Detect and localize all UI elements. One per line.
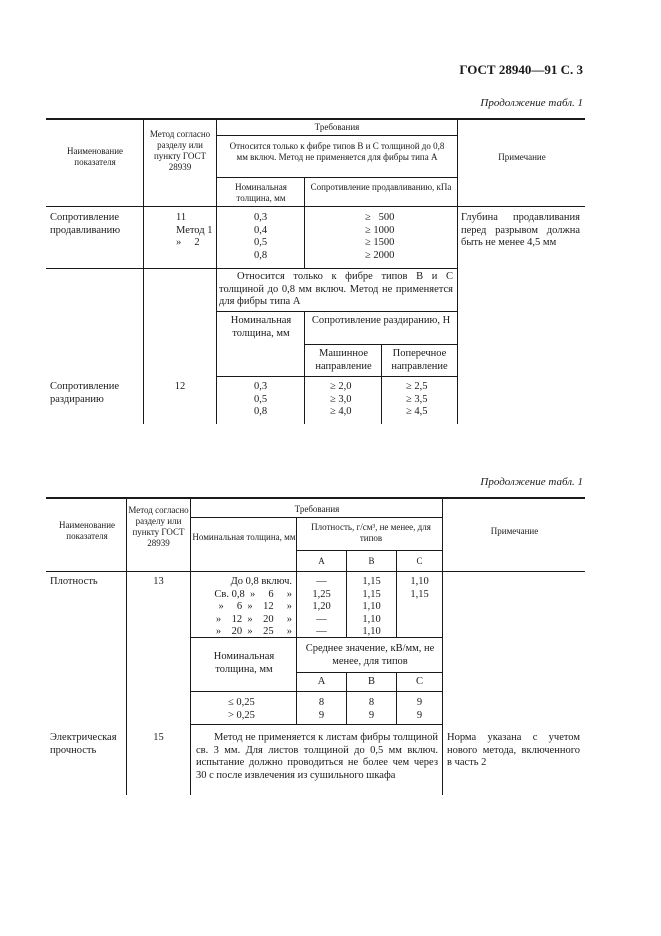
column-header-type-b: B — [368, 556, 375, 566]
row-method-burst-text: 11 Метод 1 » 2 — [176, 212, 213, 248]
column-header-avg-value: Среднее значение, кВ/мм, не менее, для типов — [305, 643, 435, 667]
row-density-type-b: 1,15 1,15 1,10 1,10 1,10 — [362, 576, 381, 637]
row-machine-values: ≥ 2,0 ≥ 3,0 ≥ 4,0 — [330, 381, 352, 417]
row-method-tear: 12 — [174, 381, 186, 392]
column-header-note: Примечание — [498, 152, 546, 162]
column-header-type-c: C — [416, 556, 423, 566]
row-method-burst — [160, 212, 213, 250]
row-name-tear-resistance: Сопротивление раздиранию — [50, 381, 120, 405]
row-note-burst: Глубина продавливания перед разрывом должна быть не менее 4,5 мм — [461, 212, 580, 248]
row-thickness-density: До 0,8 включ. Св. 0,8 » 6 » » 6 » 12 » » 12 » 20 » » 20 » 25 » — [214, 576, 292, 637]
column-header-method-2: Метод согласно разделу или пункту ГОСТ 28939 — [128, 505, 189, 548]
column-header-nominal-2: Номинальная толщина, мм — [192, 532, 296, 542]
row-density-type-a: — 1,25 1,20 — — — [312, 576, 331, 637]
row-thickness-electric: ≤ 0,25 > 0,25 — [228, 697, 255, 721]
column-header-note-2: Примечание — [490, 526, 539, 536]
column-header-tear-resistance: Сопротивление раздиранию, Н — [311, 315, 451, 326]
requirements-applies-note: Относится только к фибре типов B и C толщиной до 0,8 мм включ. Метод не применяется для фибры типа A — [229, 141, 445, 162]
row-density-type-c: 1,10 1,15 — [410, 576, 429, 600]
row-electric-method-note: Метод не применяется к листам фибры толщиной св. 3 мм. Для листов толщиной до 0,5 мм включ. испытание должно проводиться не более чем через 30 с после извлечения из сушильного шкафа — [196, 732, 438, 781]
column-header-density: Плотность, г/см³, не менее, для типов — [311, 522, 431, 543]
row-cross-values: ≥ 2,5 ≥ 3,5 ≥ 4,5 — [406, 381, 428, 417]
row-name-electric-strength: Электрическая прочность — [50, 732, 117, 756]
row-note-electric: Норма указана с учетом нового метода, включенного в часть 2 — [447, 732, 580, 768]
row-method-electric: 15 — [153, 732, 164, 743]
column-header-electric-type-a: A — [317, 676, 326, 687]
row-name-burst-resistance: Сопротивление продавливанию — [50, 212, 121, 236]
column-header-requirements-2: Требования — [294, 504, 340, 514]
column-header-nominal-thickness: Номинальная толщина, мм — [235, 182, 287, 203]
column-header-method: Метод согласно разделу или пункту ГОСТ 28939 — [149, 129, 211, 172]
column-header-electric-type-b: B — [367, 676, 375, 687]
row-electric-type-b: 8 9 — [368, 697, 375, 721]
column-header-electric-type-c: C — [415, 676, 423, 687]
column-header-nominal-tear: Номинальная толщина, мм — [230, 315, 292, 339]
column-header-requirements: Требования — [314, 122, 360, 132]
table-continuation-label-2: Продолжение табл. 1 — [480, 476, 583, 488]
column-header-type-a: A — [318, 556, 325, 566]
row-thickness-tear: 0,3 0,5 0,8 — [254, 381, 268, 417]
column-header-name: Наименование показателя — [66, 146, 124, 167]
column-header-machine-direction: Машинное направление — [315, 348, 372, 372]
row-values-burst: ≥ 500 ≥ 1000 ≥ 1500 ≥ 2000 — [365, 212, 395, 261]
page-header: ГОСТ 28940—91 С. 3 — [459, 62, 583, 77]
table-continuation-label: Продолжение табл. 1 — [480, 97, 583, 109]
column-header-cross-direction: Поперечное направление — [391, 348, 448, 372]
row-name-density: Плотность — [50, 576, 98, 587]
column-header-name-2: Наименование показателя — [58, 520, 116, 541]
row-applies-tear: Относится только к фибре типов B и C толщиной до 0,8 мм включ. Метод не применяется для фибры типа A — [219, 271, 453, 307]
column-header-nominal-electric: Номинальная толщина, мм — [213, 651, 275, 675]
row-electric-type-a: 8 9 — [318, 697, 325, 721]
row-thickness-burst: 0,3 0,4 0,5 0,8 — [254, 212, 268, 261]
row-electric-type-c: 9 9 — [416, 697, 423, 721]
column-header-burst-resistance: Сопротивление продавливанию, кПа — [310, 182, 452, 192]
row-method-density: 13 — [153, 576, 164, 587]
